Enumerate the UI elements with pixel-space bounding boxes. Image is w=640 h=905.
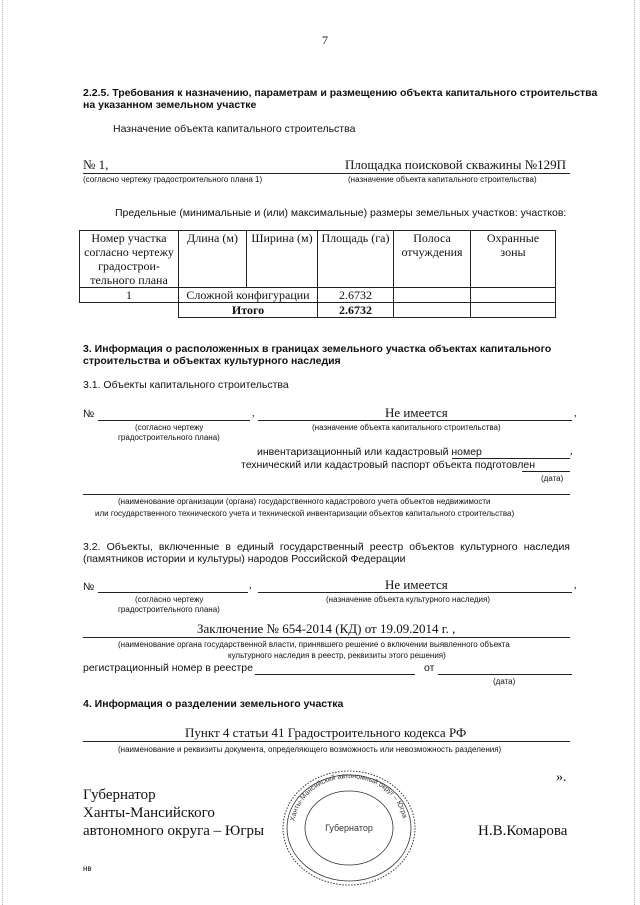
heritage-underline xyxy=(258,592,572,593)
section-4-title: 4. Информация о разделении земельного участка xyxy=(83,698,344,710)
passport-date-underline xyxy=(522,471,570,472)
object-underline xyxy=(83,173,570,174)
cell-area: 2.6732 xyxy=(318,288,394,303)
official-stamp xyxy=(280,769,418,887)
header-protection-zones: Охранные зоны xyxy=(471,231,556,288)
object-number-caption: (согласно чертежу градостроительного плана 1) xyxy=(83,175,263,184)
header-alienation-strip: Полоса отчуждения xyxy=(394,231,471,288)
registry-number-underline xyxy=(255,674,415,675)
registry-number-label: регистрационный номер в реестре xyxy=(83,662,253,674)
conclusion-text: Заключение № 654-2014 (КД) от 19.09.2014 г. , xyxy=(197,621,456,636)
signatory-title-line2: Ханты-Мансийского xyxy=(83,805,215,821)
registry-date-underline xyxy=(438,674,572,675)
closing-quote: ». xyxy=(556,770,567,785)
caption-per-drawing-2: (согласно чертежу xyxy=(135,595,204,604)
header-length: Длина (м) xyxy=(179,231,247,288)
date-caption-2: (дата) xyxy=(493,677,516,686)
passport-label: технический или кадастровый паспорт объекта подготовлен xyxy=(241,459,536,471)
subsection-3-2-title-line1: 3.2. Объекты, включенные в единый государственный реестр объектов культурного наследия xyxy=(83,541,570,553)
division-basis-underline xyxy=(83,741,570,742)
cell-empty xyxy=(80,303,179,318)
caption-object-purpose: (назначение объекта капитального строительства) xyxy=(312,423,501,432)
cell-plot-number: 1 xyxy=(80,288,179,303)
object-number: № 1, xyxy=(83,157,109,172)
header-plot-number: Номер участка согласно чертежу градострои- тельного плана xyxy=(80,231,179,288)
authority-caption-line1: (наименование органа государственной власти, принявшего решение о включении выявленного объекта xyxy=(118,640,510,649)
signatory-name: Н.В.Комарова xyxy=(478,823,568,839)
section-2-2-5-title-line1: 2.2.5. Требования к назначению, параметрам и размещению объекта капитального строительства xyxy=(83,87,598,99)
cell-total-label: Итого xyxy=(179,303,318,318)
header-width: Ширина (м) xyxy=(247,231,318,288)
cell-total-area: 2.6732 xyxy=(318,303,394,318)
caption-per-drawing: (согласно чертежу xyxy=(135,423,204,432)
purpose-label: Назначение объекта капитального строительства xyxy=(113,123,356,135)
from-label: от xyxy=(424,662,435,674)
plot-sizes-table xyxy=(79,230,556,318)
signatory-title-line3: автономного округа – Югры xyxy=(83,823,265,839)
section-3-title-line2: строительства и объектах культурного наследия xyxy=(83,355,341,367)
header-area: Площадь (га) xyxy=(318,231,394,288)
cell-zones xyxy=(471,288,556,303)
cell-configuration: Сложной конфигурации xyxy=(179,288,318,303)
organization-underline xyxy=(83,494,570,495)
authority-caption-line2: культурного наследия в реестр, реквизиты этого решения) xyxy=(228,651,446,660)
sizes-label: Предельные (минимальные и (или) максимальные) размеры земельных участков: участков: xyxy=(115,207,567,219)
stamp-center-text: Губернатор xyxy=(325,823,373,833)
section-3-title-line1: 3. Информация о расположенных в границах земельного участка объектах капитального xyxy=(83,343,552,355)
division-caption: (наименование и реквизиты документа, определяющего возможность или невозможность разделения) xyxy=(118,745,502,754)
executor-initials: нв xyxy=(83,864,92,873)
object-name: Площадка поисковой скважины №129П xyxy=(345,157,566,172)
object-underline-2 xyxy=(258,420,572,421)
cell-total-zones xyxy=(471,303,556,318)
organization-caption-line2: или государственного технического учета и технической инвентаризации объектов капитального строительства) xyxy=(95,509,515,518)
division-basis: Пункт 4 статьи 41 Градостроительного кодекса РФ xyxy=(185,725,467,740)
date-caption: (дата) xyxy=(541,474,564,483)
caption-town-plan-2: градостроительного плана) xyxy=(118,605,220,614)
stamp-ring-text: Ханты-Мансийский автономный округ – Югра xyxy=(289,772,408,822)
subsection-3-2-title-line2: (памятников истории и культуры) народов Российской Федерации xyxy=(83,553,406,565)
table-header-row xyxy=(80,231,556,288)
number-underline xyxy=(98,420,250,421)
number-sign-2: № xyxy=(83,581,95,593)
section-2-2-5-title-line2: на указанном земельном участке xyxy=(83,99,257,111)
caption-town-plan: градостроительного плана) xyxy=(118,433,220,442)
heritage-none: Не имеется xyxy=(385,577,448,592)
cell-strip xyxy=(394,288,471,303)
object-name-caption: (назначение объекта капитального строительства) xyxy=(348,175,537,184)
table-row xyxy=(80,288,556,303)
signatory-title-line1: Губернатор xyxy=(83,787,156,803)
caption-heritage-purpose: (назначение объекта культурного наследия) xyxy=(326,595,490,604)
page-number: 7 xyxy=(322,33,328,47)
inventory-label: инвентаризационный или кадастровый номер xyxy=(257,446,482,458)
cell-total-strip xyxy=(394,303,471,318)
object-none: Не имеется xyxy=(385,405,448,420)
table-total-row xyxy=(80,303,556,318)
number-sign: № xyxy=(83,408,95,420)
organization-caption-line1: (наименование организации (органа) государственного кадастрового учета объектов недвижимости xyxy=(118,497,491,506)
conclusion-underline xyxy=(83,637,570,638)
subsection-3-1-title: 3.1. Объекты капитального строительства xyxy=(83,379,289,391)
number-underline-2 xyxy=(98,592,248,593)
